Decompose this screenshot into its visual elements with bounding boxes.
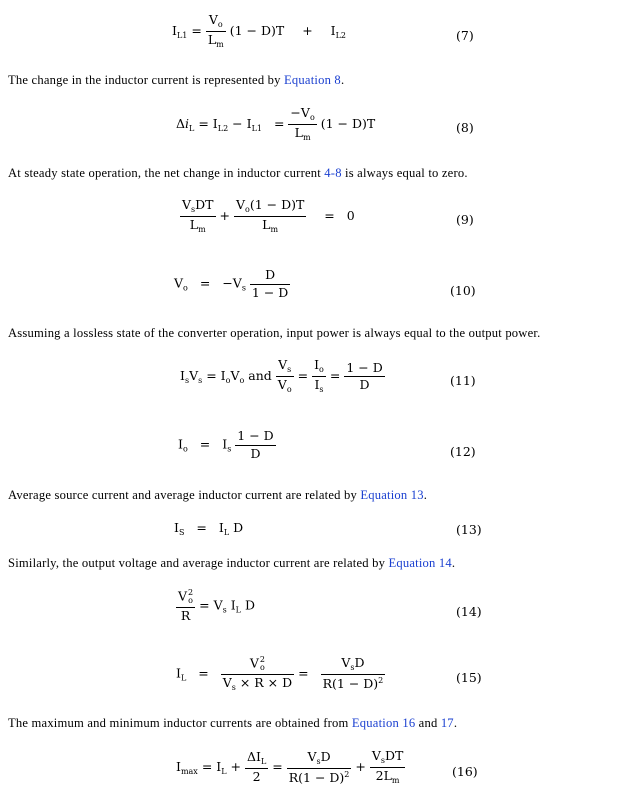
subscript: L2 xyxy=(335,31,347,40)
denominator: L xyxy=(294,125,303,140)
delta-symbol: Δ xyxy=(176,116,186,131)
paragraph xyxy=(8,556,455,571)
symbol: I xyxy=(176,759,181,774)
subscript: m xyxy=(216,40,224,49)
denominator: 2 xyxy=(252,769,261,785)
subscript: o xyxy=(182,444,188,454)
equation-7 xyxy=(172,14,346,49)
symbol: I xyxy=(222,436,228,452)
subscript: L1 xyxy=(251,124,262,133)
subscript: s xyxy=(222,605,227,615)
equation-link[interactable]: 4-8 xyxy=(324,166,342,180)
equals-sign: = xyxy=(199,597,210,613)
paragraph-text: is always equal to zero. xyxy=(341,166,468,180)
fraction xyxy=(287,748,352,785)
equals-sign: = xyxy=(297,368,309,383)
subscript: L xyxy=(223,528,230,537)
subscript: s xyxy=(319,385,324,394)
symbol: I xyxy=(176,665,181,681)
denominator: V xyxy=(222,675,232,690)
equation-link[interactable]: Equation 13 xyxy=(360,488,424,502)
subscript: o xyxy=(239,376,245,385)
equation-12 xyxy=(178,430,276,460)
plus-sign: + xyxy=(219,208,230,223)
conjunction: and xyxy=(248,368,272,383)
equals-sign: = xyxy=(272,759,283,774)
subscript: m xyxy=(270,225,279,234)
equation-13 xyxy=(174,522,243,537)
numerator-rest: D xyxy=(354,655,365,671)
subscript: s xyxy=(287,365,292,374)
paragraph xyxy=(8,326,540,341)
numerator: V xyxy=(278,357,288,372)
fraction xyxy=(288,107,316,142)
subscript: s xyxy=(191,205,196,214)
symbol: V xyxy=(213,597,223,613)
denominator: 2L xyxy=(375,768,392,783)
superscript: 2 xyxy=(259,655,265,664)
equals-sign: = xyxy=(199,436,211,452)
numerator-rest: DT xyxy=(384,748,404,763)
numerator-rest: (1 − D)T xyxy=(249,197,305,212)
subscript: s xyxy=(350,663,355,673)
subscript: m xyxy=(302,133,311,142)
paragraph-text: Average source current and average inductor current are related by xyxy=(8,488,361,502)
symbol: I xyxy=(178,436,183,452)
fraction xyxy=(312,359,326,394)
equals-sign: = xyxy=(329,368,341,383)
symbol: I xyxy=(172,23,177,38)
equation-14 xyxy=(176,589,255,623)
factor: (1 − D)T xyxy=(320,116,376,131)
denominator: L xyxy=(189,217,199,232)
paragraph xyxy=(8,488,427,503)
denominator: R(1 − D) xyxy=(322,676,379,692)
equals-sign: = xyxy=(298,665,309,681)
rhs-value: 0 xyxy=(346,208,355,223)
numerator: V xyxy=(341,655,351,671)
equation-10 xyxy=(174,269,290,299)
equation-9 xyxy=(180,199,355,234)
factor: (1 − D)T xyxy=(229,23,285,38)
subscript: o xyxy=(309,113,315,122)
subscript: o xyxy=(183,283,188,293)
numerator: 1 − D xyxy=(235,430,275,446)
numerator: ΔI xyxy=(247,749,261,765)
subscript: S xyxy=(178,528,185,537)
numerator: V xyxy=(371,748,381,763)
paragraph-text: Similarly, the output voltage and average inductor current are related by xyxy=(8,556,389,570)
fraction xyxy=(245,751,268,784)
fraction xyxy=(321,657,386,691)
symbol: V xyxy=(189,368,199,383)
denominator: D xyxy=(359,377,370,392)
denominator-rest: × R × D xyxy=(239,675,293,690)
denominator: V xyxy=(277,377,287,392)
symbol: I xyxy=(330,23,336,38)
plus-sign: + xyxy=(230,759,242,774)
subscript: o xyxy=(244,205,250,214)
symbol: I xyxy=(216,759,222,774)
numerator: −V xyxy=(290,105,310,120)
paragraph xyxy=(8,716,457,731)
subscript: s xyxy=(241,283,246,293)
superscript: 2 xyxy=(188,588,194,597)
equation-link[interactable]: Equation 16 xyxy=(351,716,416,730)
subscript: m xyxy=(198,225,206,234)
symbol: i xyxy=(185,116,190,131)
equation-number: (16) xyxy=(452,764,478,779)
symbol: I xyxy=(212,116,218,131)
subscript: s xyxy=(198,376,203,385)
numerator: V xyxy=(182,197,192,212)
subscript: o xyxy=(286,385,292,394)
denominator: R xyxy=(180,608,191,623)
equation-link[interactable]: 17 xyxy=(440,716,454,730)
subscript: max xyxy=(180,767,198,776)
equals-sign: = xyxy=(206,368,217,383)
subscript: L xyxy=(180,673,187,683)
paragraph-text: The change in the inductor current is represented by xyxy=(8,73,285,87)
equation-number: (13) xyxy=(456,522,482,537)
fraction xyxy=(370,750,406,785)
numerator: V xyxy=(235,197,245,212)
equation-number: (11) xyxy=(450,373,476,388)
paragraph-text: The maximum and minimum inductor currents are obtained from xyxy=(8,716,352,730)
subscript: L xyxy=(260,757,267,767)
fraction xyxy=(206,14,226,49)
plus-sign: + xyxy=(355,759,366,774)
numerator: V xyxy=(249,655,259,671)
fraction xyxy=(250,269,290,299)
subscript: L2 xyxy=(217,124,229,133)
denominator: R(1 − D) xyxy=(288,769,345,785)
subscript: o xyxy=(225,376,231,385)
subscript: s xyxy=(184,376,190,385)
numerator: V xyxy=(307,748,317,764)
equals-sign: = xyxy=(198,116,209,131)
numerator: D xyxy=(250,269,290,285)
denominator: L xyxy=(262,217,271,232)
symbol: V xyxy=(230,368,240,383)
paragraph xyxy=(8,73,344,88)
paragraph-text: At steady state operation, the net change in inductor current xyxy=(8,166,325,180)
paragraph-text: . xyxy=(340,73,345,87)
subscript: L xyxy=(221,767,227,776)
symbol: D xyxy=(233,520,244,535)
subscript: s xyxy=(316,756,321,766)
denominator: L xyxy=(207,32,217,47)
paragraph-text: and xyxy=(415,716,441,730)
equals-sign: = xyxy=(191,23,202,38)
equation-number: (15) xyxy=(456,670,482,685)
equation-link[interactable]: Equation 8 xyxy=(284,73,341,87)
equation-number: (8) xyxy=(456,120,474,135)
numerator: 1 − D xyxy=(344,362,384,378)
paragraph xyxy=(8,166,468,181)
paragraph-text: Assuming a lossless state of the converter operation, input power is always equal to the output power. xyxy=(8,326,541,340)
equals-sign: = xyxy=(201,759,213,774)
fraction xyxy=(344,359,384,392)
symbol: I xyxy=(220,368,226,383)
equals-sign: = xyxy=(199,275,211,291)
equation-8 xyxy=(176,107,375,142)
subscript: o xyxy=(188,596,193,605)
fraction xyxy=(276,359,294,394)
paragraph-text: . xyxy=(423,488,428,502)
fraction xyxy=(234,199,306,234)
symbol: −V xyxy=(222,275,242,291)
symbol: I xyxy=(230,597,236,613)
fraction xyxy=(180,199,216,234)
subscript: o xyxy=(319,365,324,374)
equation-number: (9) xyxy=(456,212,474,227)
symbol: I xyxy=(246,116,252,131)
symbol: D xyxy=(244,597,255,613)
symbol: I xyxy=(180,368,185,383)
denominator: I xyxy=(314,377,320,392)
subscript: s xyxy=(380,756,385,765)
subscript: o xyxy=(217,20,223,29)
superscript: 2 xyxy=(378,676,384,686)
numerator: V xyxy=(208,12,218,27)
equals-sign: = xyxy=(196,520,207,535)
fraction xyxy=(176,589,195,623)
subscript: m xyxy=(391,776,400,785)
fraction xyxy=(221,656,294,692)
denominator: D xyxy=(250,445,261,461)
plus-sign: + xyxy=(302,23,313,38)
subscript: L xyxy=(189,124,195,133)
equals-sign: = xyxy=(324,208,335,223)
equation-number: (7) xyxy=(456,28,474,43)
numerator: I xyxy=(314,357,320,372)
equation-number: (12) xyxy=(450,444,476,459)
denominator: 1 − D xyxy=(251,284,289,300)
equation-number: (10) xyxy=(450,283,476,298)
equation-number: (14) xyxy=(456,604,482,619)
numerator: V xyxy=(178,588,188,604)
paragraph-text: . xyxy=(451,556,456,570)
subscript: L1 xyxy=(176,31,188,40)
symbol: V xyxy=(174,275,184,291)
symbol: I xyxy=(174,520,179,535)
fraction xyxy=(235,430,275,460)
paragraph-text: . xyxy=(453,716,458,730)
subscript: s xyxy=(231,683,236,692)
subscript: s xyxy=(227,444,232,454)
numerator-rest: D xyxy=(320,748,331,764)
equation-11 xyxy=(180,359,385,394)
symbol: I xyxy=(218,520,224,535)
superscript: 2 xyxy=(344,769,350,779)
equals-sign: = xyxy=(273,116,285,131)
equals-sign: = xyxy=(198,665,209,681)
equation-link[interactable]: Equation 14 xyxy=(388,556,452,570)
subscript: o xyxy=(260,663,265,672)
subscript: L xyxy=(235,605,241,615)
numerator-rest: DT xyxy=(195,197,214,212)
minus-sign: − xyxy=(232,116,243,131)
equation-15 xyxy=(176,656,385,692)
equation-16 xyxy=(176,750,405,785)
